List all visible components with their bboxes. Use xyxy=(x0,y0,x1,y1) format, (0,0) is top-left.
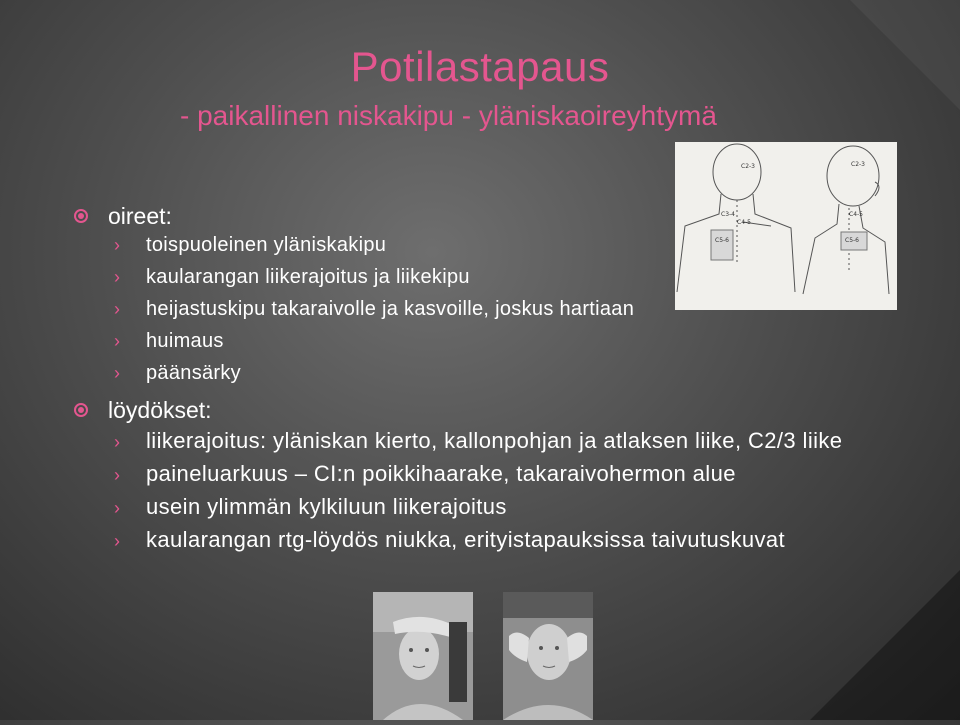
list-item: › kaularangan rtg-löydös niukka, erityistapauksissa taivutuskuvat xyxy=(114,527,786,552)
head-neck-sketch xyxy=(675,142,897,310)
slide-title: Potilastapaus xyxy=(350,43,610,90)
list-item: › heijastuskipu takaraivolle ja kasvoille, joskus hartiaan xyxy=(114,298,635,320)
corner-decoration-bottom xyxy=(810,570,960,720)
target-bullet-icon xyxy=(74,209,88,223)
figure-label: C5-6 xyxy=(845,237,859,244)
examination-photo-2 xyxy=(503,592,593,720)
chevron-right-icon: › xyxy=(114,363,121,383)
section-heading-findings: löydökset: xyxy=(74,394,954,426)
figure-label: C5-6 xyxy=(715,237,729,244)
list-item: › kaularangan liikerajoitus ja liikekipu xyxy=(114,266,470,288)
slide-subtitle: - paikallinen niskakipu - yläniskaoireyhtymä xyxy=(180,100,717,131)
list-item: › usein ylimmän kylkiluun liikerajoitus xyxy=(114,494,507,519)
chevron-right-icon: › xyxy=(114,235,121,255)
chevron-right-icon: › xyxy=(114,331,121,351)
list-item: › huimaus xyxy=(114,330,224,352)
chevron-right-icon: › xyxy=(114,498,121,518)
list-item: › päänsärky xyxy=(114,362,241,384)
figure-label: C2-3 xyxy=(741,163,755,170)
chevron-right-icon: › xyxy=(114,267,121,287)
section-heading-symptoms: oireet: xyxy=(74,200,954,232)
chevron-right-icon: › xyxy=(114,299,121,319)
list-item: › liikerajoitus: yläniskan kierto, kallonpohjan ja atlaksen liike, C2/3 liike xyxy=(114,428,843,453)
figure-label: C4-5 xyxy=(849,211,863,218)
examination-photo-1 xyxy=(373,592,473,720)
figure-label: C2-3 xyxy=(851,161,865,168)
target-bullet-icon xyxy=(74,403,88,417)
referred-pain-diagram xyxy=(675,142,897,310)
chevron-right-icon: › xyxy=(114,432,121,452)
chevron-right-icon: › xyxy=(114,531,121,551)
figure-label: C4-5 xyxy=(737,219,751,226)
list-item: › paineluarkuus – CI:n poikkihaarake, takaraivohermon alue xyxy=(114,461,736,486)
figure-label: C3-4 xyxy=(721,211,735,218)
chevron-right-icon: › xyxy=(114,465,121,485)
list-item: › toispuoleinen yläniskakipu xyxy=(114,234,387,256)
